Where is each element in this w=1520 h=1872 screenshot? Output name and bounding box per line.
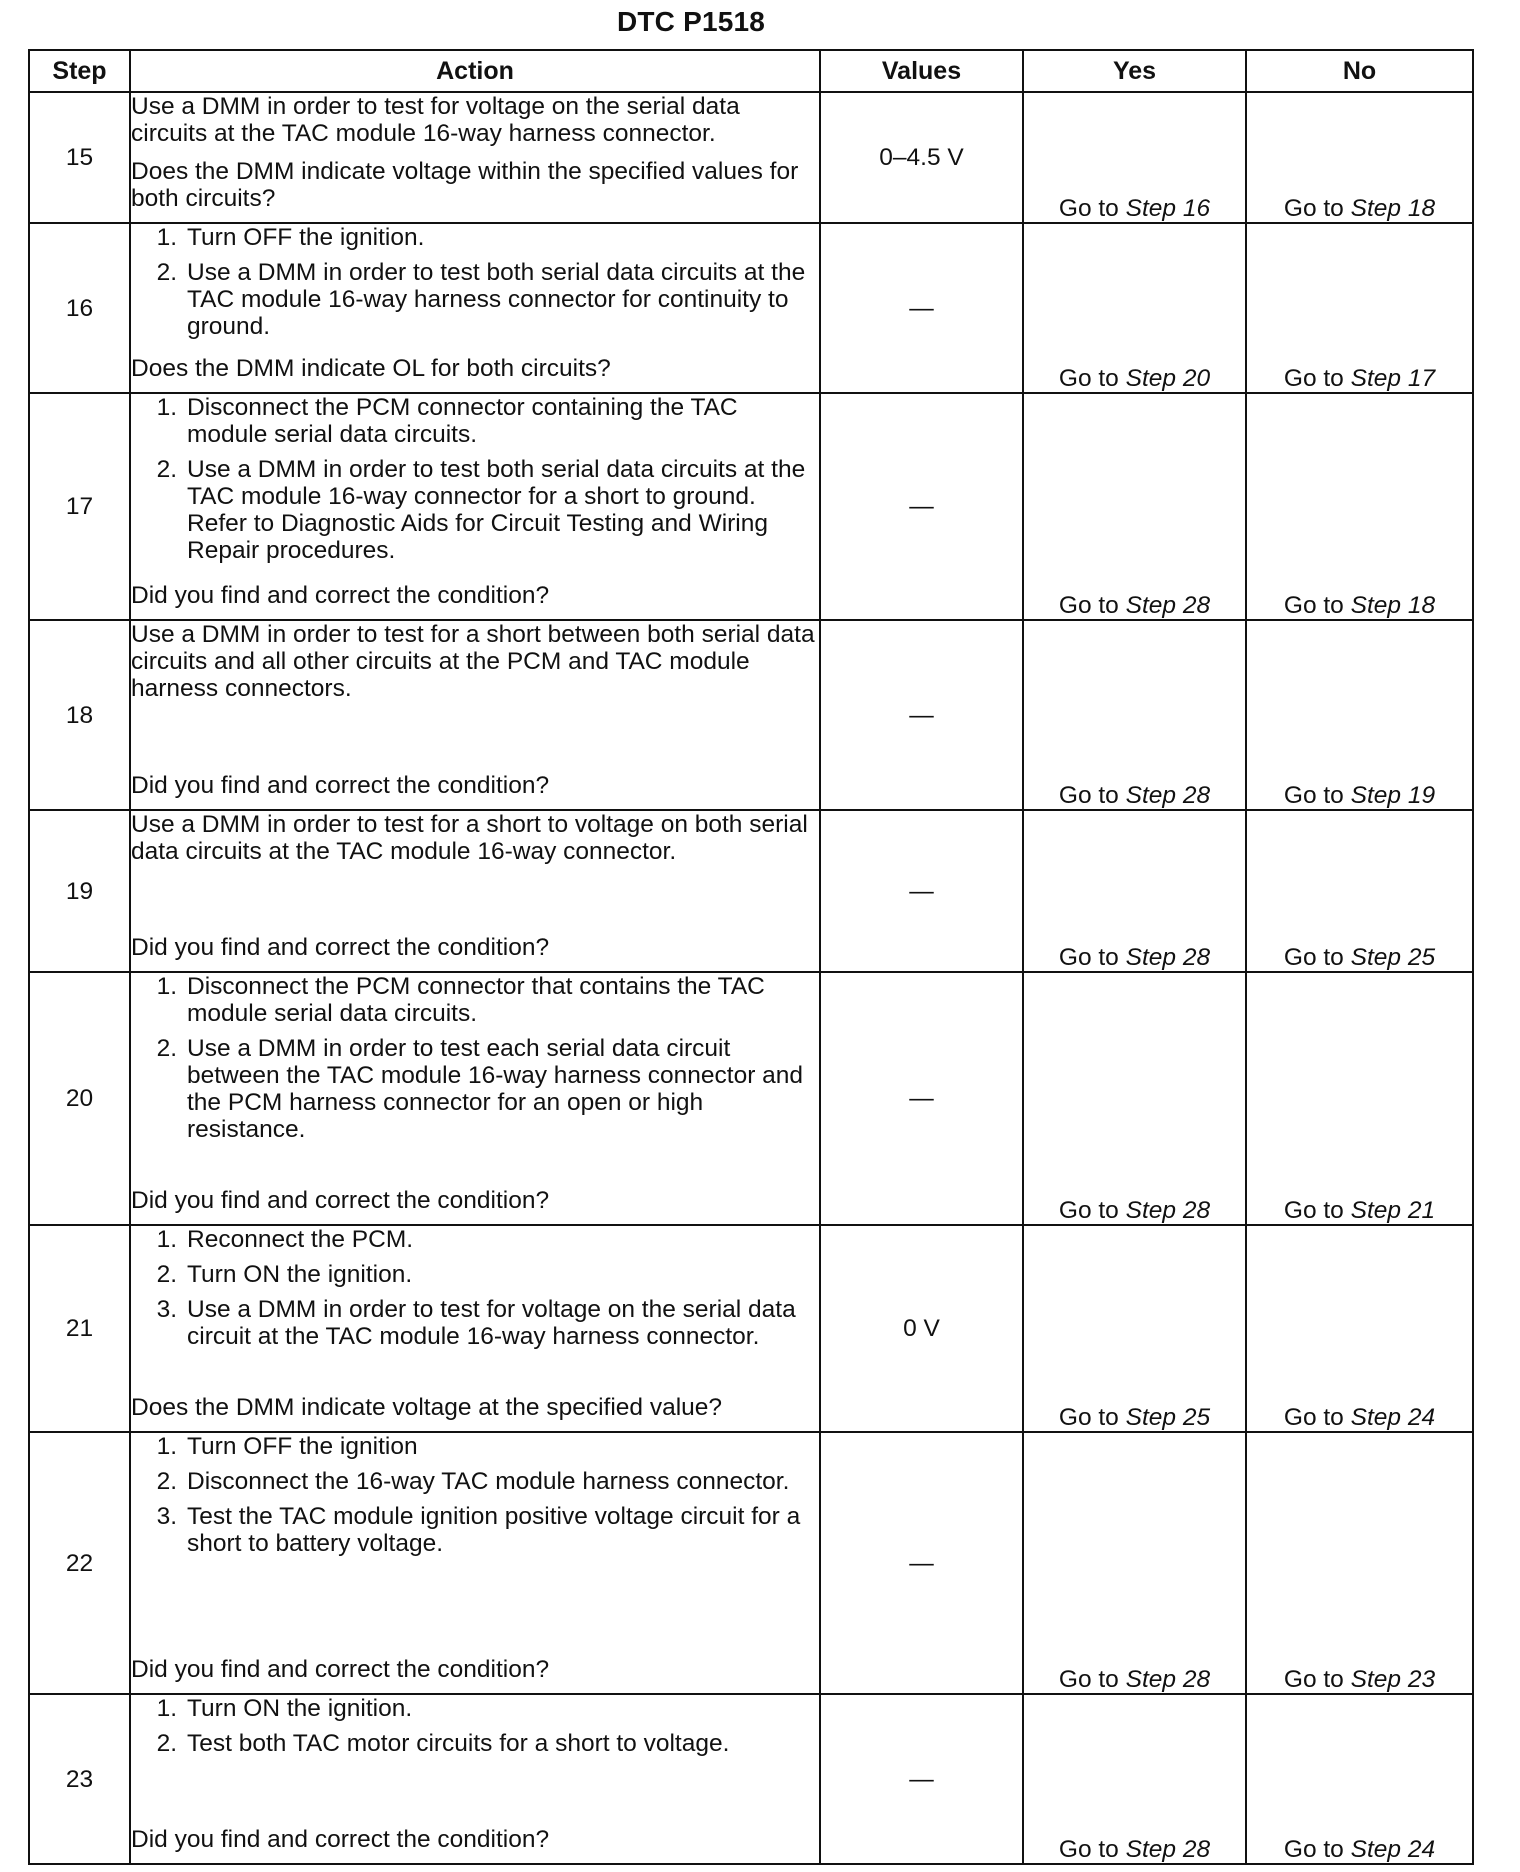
yes-goto-cell xyxy=(1023,92,1246,223)
table-row xyxy=(29,92,1473,223)
header-step: Step xyxy=(29,50,130,92)
value-cell: — xyxy=(820,1694,1023,1864)
list-item-text: Test the TAC module ignition positive voltage circuit for a short to battery voltage. xyxy=(187,1503,801,1557)
goto-prefix: Go to xyxy=(1058,1666,1119,1693)
list-item-number: 3. xyxy=(156,1503,177,1530)
goto-prefix: Go to xyxy=(1283,1666,1344,1693)
yes-goto-cell xyxy=(1023,972,1246,1225)
list-item-number: 1. xyxy=(156,1433,177,1460)
no-goto-target: Step 19 xyxy=(1350,782,1436,809)
action-question: Does the DMM indicate voltage at the specified value? xyxy=(131,1394,723,1421)
list-item-text: Turn ON the ignition. xyxy=(187,1695,413,1722)
header-yes: Yes xyxy=(1023,50,1246,92)
list-item-text: Use a DMM in order to test each serial data circuit between the TAC module 16-way harness connector and the PCM harness connector for an open or high resistance. xyxy=(187,1035,804,1143)
list-item-text: Use a DMM in order to test for voltage on the serial data circuit at the TAC module 16-way harness connector. xyxy=(187,1296,796,1350)
yes-goto-target: Step 28 xyxy=(1125,1197,1211,1224)
value-cell: 0–4.5 V xyxy=(820,92,1023,223)
list-item-text: Disconnect the PCM connector that contains the TAC module serial data circuits. xyxy=(187,973,765,1027)
table-row xyxy=(29,1225,1473,1432)
list-item-number: 2. xyxy=(156,1468,177,1495)
table-row xyxy=(29,810,1473,972)
action-question: Does the DMM indicate OL for both circuits? xyxy=(131,355,611,382)
goto-prefix: Go to xyxy=(1058,195,1119,222)
value-cell: — xyxy=(820,810,1023,972)
list-item-text: Disconnect the PCM connector containing the TAC module serial data circuits. xyxy=(187,394,738,448)
list-item-number: 1. xyxy=(156,973,177,1000)
goto-prefix: Go to xyxy=(1283,365,1344,392)
no-goto-cell xyxy=(1246,1432,1473,1694)
table-row xyxy=(29,620,1473,810)
list-item xyxy=(131,1261,819,1288)
header-action: Action xyxy=(130,50,820,92)
yes-goto-cell xyxy=(1023,620,1246,810)
header-values: Values xyxy=(820,50,1023,92)
table-row xyxy=(29,972,1473,1225)
goto-prefix: Go to xyxy=(1283,1197,1344,1224)
action-steps-list xyxy=(131,224,819,348)
diagnostic-table xyxy=(28,49,1474,1865)
yes-goto-cell xyxy=(1023,393,1246,620)
value-cell: 0 V xyxy=(820,1225,1023,1432)
action-cell xyxy=(130,1225,820,1432)
yes-goto-target: Step 28 xyxy=(1125,1666,1211,1693)
action-intro: Use a DMM in order to test for a short between both serial data circuits and all other circuits at the PCM and TAC module harness connectors. xyxy=(131,621,815,702)
yes-goto-target: Step 25 xyxy=(1125,1404,1211,1431)
page-title: DTC P1518 xyxy=(616,6,766,37)
header-no: No xyxy=(1246,50,1473,92)
list-item-number: 2. xyxy=(156,1035,177,1062)
list-item xyxy=(131,394,819,448)
action-steps-list xyxy=(131,1226,819,1358)
step-number: 20 xyxy=(29,972,130,1225)
step-number: 21 xyxy=(29,1225,130,1432)
goto-prefix: Go to xyxy=(1058,782,1119,809)
action-cell xyxy=(130,223,820,393)
goto-prefix: Go to xyxy=(1058,592,1119,619)
list-item-text: Use a DMM in order to test both serial data circuits at the TAC module 16-way harness connector for continuity to ground. xyxy=(187,259,806,340)
goto-prefix: Go to xyxy=(1283,944,1344,971)
list-item xyxy=(131,456,819,564)
list-item xyxy=(131,259,819,340)
action-steps-list xyxy=(131,394,819,572)
value-cell: — xyxy=(820,393,1023,620)
no-goto-cell xyxy=(1246,223,1473,393)
step-number: 17 xyxy=(29,393,130,620)
no-goto-target: Step 21 xyxy=(1350,1197,1436,1224)
action-intro: Use a DMM in order to test for voltage on the serial data circuits at the TAC module 16-way harness connector. xyxy=(131,93,740,147)
goto-prefix: Go to xyxy=(1283,592,1344,619)
action-cell xyxy=(130,1432,820,1694)
yes-goto-target: Step 20 xyxy=(1125,365,1211,392)
no-goto-cell xyxy=(1246,620,1473,810)
yes-goto-cell xyxy=(1023,223,1246,393)
yes-goto-target: Step 16 xyxy=(1125,195,1211,222)
no-goto-cell xyxy=(1246,92,1473,223)
yes-goto-cell xyxy=(1023,810,1246,972)
step-number: 19 xyxy=(29,810,130,972)
header-row xyxy=(29,50,1473,92)
action-question: Did you find and correct the condition? xyxy=(131,582,550,609)
goto-prefix: Go to xyxy=(1058,1836,1119,1863)
list-item-number: 3. xyxy=(156,1296,177,1323)
list-item-number: 2. xyxy=(156,1730,177,1757)
goto-prefix: Go to xyxy=(1058,944,1119,971)
list-item xyxy=(131,973,819,1027)
list-item-text: Turn ON the ignition. xyxy=(187,1261,413,1288)
goto-prefix: Go to xyxy=(1058,1404,1119,1431)
no-goto-cell xyxy=(1246,810,1473,972)
action-question: Did you find and correct the condition? xyxy=(131,772,550,799)
action-cell xyxy=(130,620,820,810)
action-question: Did you find and correct the condition? xyxy=(131,934,550,961)
list-item-text: Reconnect the PCM. xyxy=(187,1226,414,1253)
no-goto-target: Step 18 xyxy=(1350,592,1436,619)
list-item xyxy=(131,1226,819,1253)
action-question: Did you find and correct the condition? xyxy=(131,1656,550,1683)
list-item xyxy=(131,1035,819,1143)
list-item-number: 1. xyxy=(156,394,177,421)
goto-prefix: Go to xyxy=(1283,1836,1344,1863)
list-item-number: 2. xyxy=(156,259,177,286)
no-goto-cell xyxy=(1246,1225,1473,1432)
goto-prefix: Go to xyxy=(1058,365,1119,392)
table-row xyxy=(29,1694,1473,1864)
goto-prefix: Go to xyxy=(1283,782,1344,809)
action-question: Does the DMM indicate voltage within the specified values for both circuits? xyxy=(131,158,799,212)
list-item-number: 2. xyxy=(156,1261,177,1288)
table-row xyxy=(29,1432,1473,1694)
action-cell xyxy=(130,393,820,620)
value-cell: — xyxy=(820,223,1023,393)
list-item-number: 1. xyxy=(156,1695,177,1722)
goto-prefix: Go to xyxy=(1058,1197,1119,1224)
list-item-text: Turn OFF the ignition xyxy=(187,1433,418,1460)
action-intro: Use a DMM in order to test for a short to voltage on both serial data circuits at the TAC module 16-way connector. xyxy=(131,811,808,865)
goto-prefix: Go to xyxy=(1283,1404,1344,1431)
yes-goto-cell xyxy=(1023,1694,1246,1864)
action-cell xyxy=(130,972,820,1225)
no-goto-target: Step 24 xyxy=(1350,1836,1436,1863)
list-item-text: Test both TAC motor circuits for a short to voltage. xyxy=(187,1730,730,1757)
value-cell: — xyxy=(820,972,1023,1225)
no-goto-target: Step 23 xyxy=(1350,1666,1436,1693)
goto-prefix: Go to xyxy=(1283,195,1344,222)
action-steps-list xyxy=(131,973,819,1151)
list-item xyxy=(131,1468,819,1495)
step-number: 18 xyxy=(29,620,130,810)
list-item xyxy=(131,1730,819,1757)
list-item xyxy=(131,1695,819,1722)
no-goto-target: Step 25 xyxy=(1350,944,1436,971)
no-goto-target: Step 24 xyxy=(1350,1404,1436,1431)
action-question: Did you find and correct the condition? xyxy=(131,1187,550,1214)
no-goto-cell xyxy=(1246,393,1473,620)
list-item-text: Turn OFF the ignition. xyxy=(187,224,425,251)
value-cell: — xyxy=(820,620,1023,810)
table-row xyxy=(29,393,1473,620)
yes-goto-target: Step 28 xyxy=(1125,944,1211,971)
list-item xyxy=(131,224,819,251)
step-number: 16 xyxy=(29,223,130,393)
no-goto-cell xyxy=(1246,1694,1473,1864)
list-item-number: 1. xyxy=(156,224,177,251)
table-row xyxy=(29,223,1473,393)
yes-goto-target: Step 28 xyxy=(1125,592,1211,619)
list-item-text: Disconnect the 16-way TAC module harness connector. xyxy=(187,1468,790,1495)
action-steps-list xyxy=(131,1433,819,1565)
step-number: 15 xyxy=(29,92,130,223)
step-number: 22 xyxy=(29,1432,130,1694)
yes-goto-cell xyxy=(1023,1432,1246,1694)
table-body xyxy=(29,92,1473,1864)
list-item xyxy=(131,1296,819,1350)
action-question: Did you find and correct the condition? xyxy=(131,1826,550,1853)
yes-goto-target: Step 28 xyxy=(1125,782,1211,809)
action-cell xyxy=(130,810,820,972)
yes-goto-cell xyxy=(1023,1225,1246,1432)
list-item-number: 2. xyxy=(156,456,177,483)
list-item-number: 1. xyxy=(156,1226,177,1253)
action-cell xyxy=(130,92,820,223)
no-goto-target: Step 17 xyxy=(1350,365,1436,392)
list-item-text: Use a DMM in order to test both serial data circuits at the TAC module 16-way connector for a short to ground. Refer to Diagnostic Aids for Circuit Testing and Wiring Repair procedures. xyxy=(187,456,806,564)
list-item xyxy=(131,1433,819,1460)
no-goto-target: Step 18 xyxy=(1350,195,1436,222)
action-cell xyxy=(130,1694,820,1864)
yes-goto-target: Step 28 xyxy=(1125,1836,1211,1863)
no-goto-cell xyxy=(1246,972,1473,1225)
action-steps-list xyxy=(131,1695,819,1765)
list-item xyxy=(131,1503,819,1557)
value-cell: — xyxy=(820,1432,1023,1694)
step-number: 23 xyxy=(29,1694,130,1864)
